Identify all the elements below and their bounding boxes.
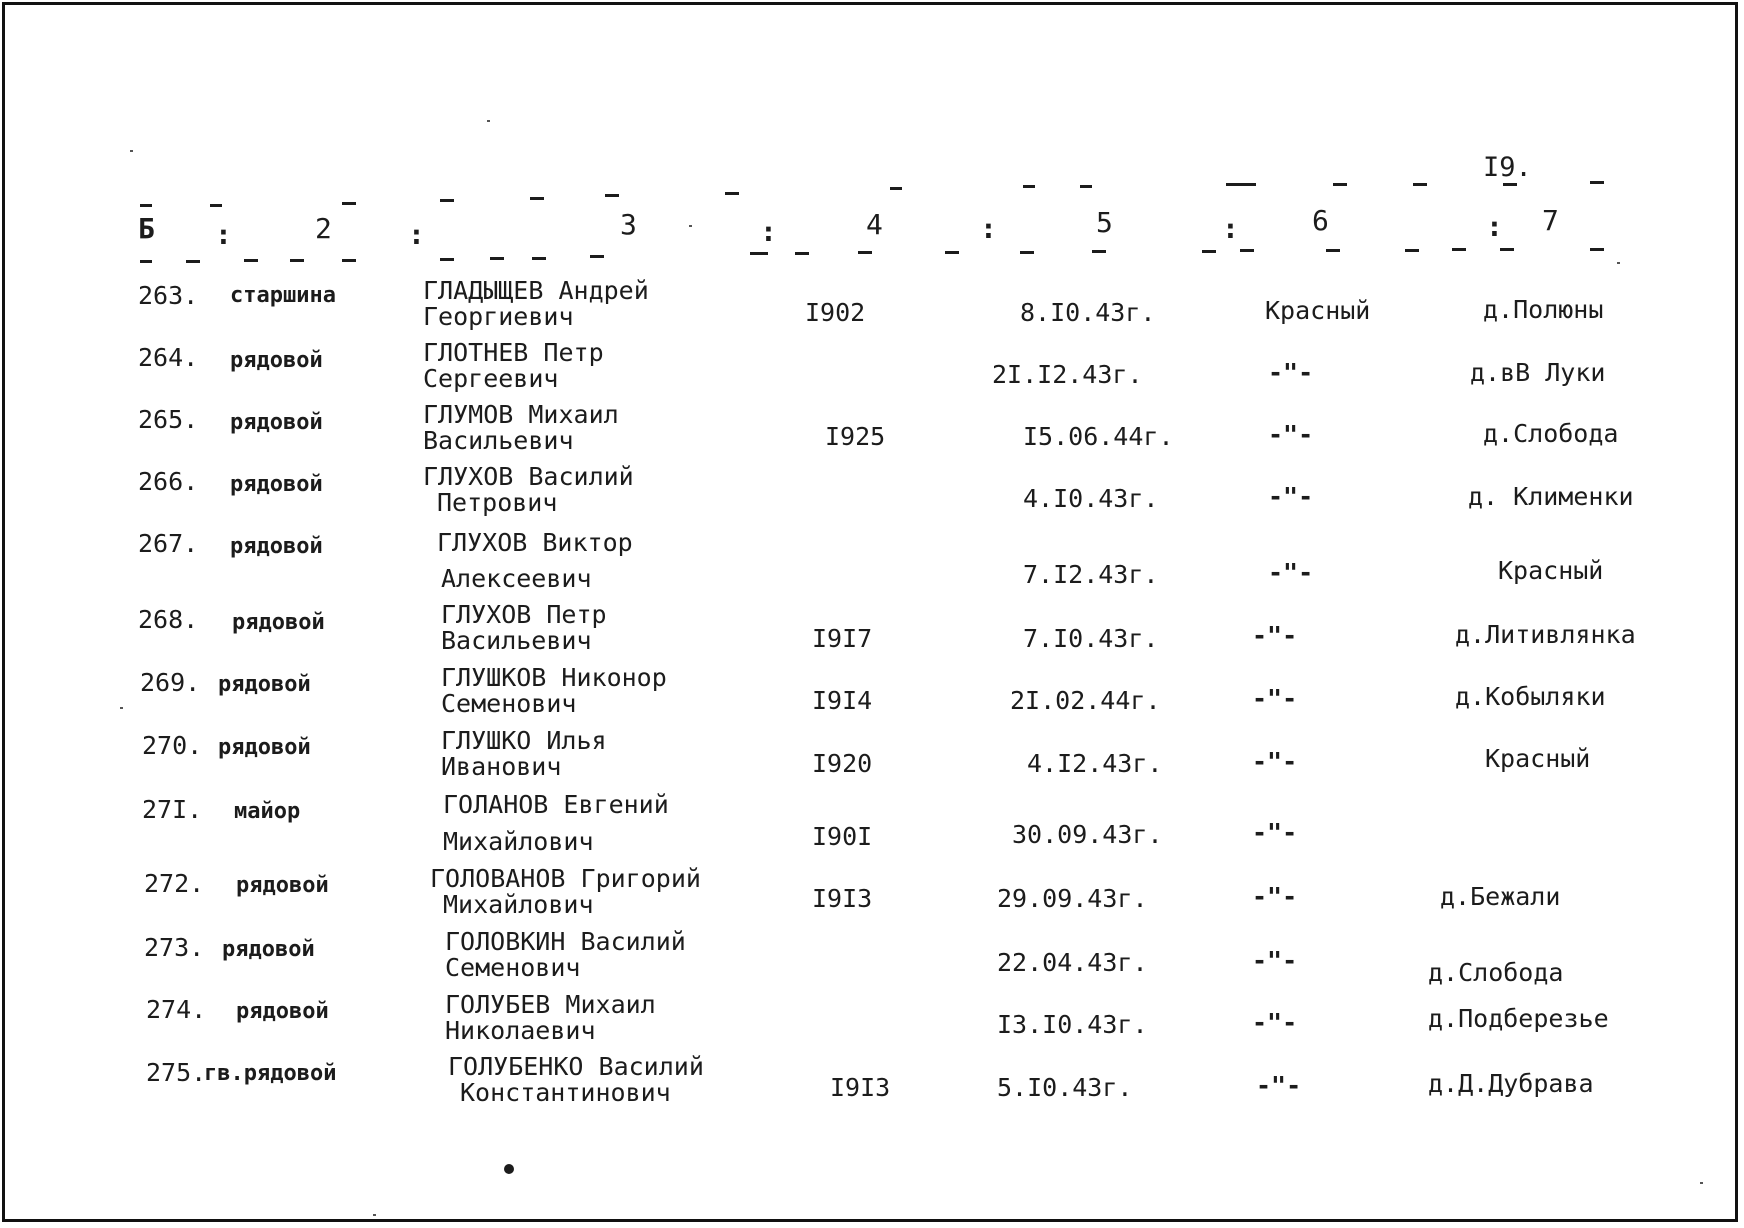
row-col6: -"- [1256, 1071, 1302, 1100]
row-place: д.Кобыляки [1455, 682, 1606, 711]
row-patronymic: Михайлович [443, 890, 594, 919]
row-patronymic: Петрович [437, 488, 558, 517]
header-separator: : [408, 218, 425, 251]
page-number: I9. [1483, 152, 1532, 183]
header-separator: : [1222, 212, 1239, 245]
header-separator: : [760, 215, 777, 248]
row-col6: -"- [1252, 621, 1298, 650]
row-surname: ГЛУШКО Илья [441, 726, 607, 755]
header-separator: : [980, 212, 997, 245]
row-number: 268. [138, 605, 199, 634]
row-surname: ГОЛУБЕНКО Василий [448, 1052, 704, 1081]
row-col6: -"- [1268, 420, 1314, 449]
row-patronymic: Васильевич [441, 626, 592, 655]
row-place: д. Клименки [1468, 482, 1634, 511]
row-date: 7.I2.43г. [1023, 560, 1159, 589]
row-date: 8.I0.43г. [1020, 298, 1156, 327]
row-col6: -"- [1268, 482, 1314, 511]
row-rank: рядовой [232, 610, 325, 635]
row-patronymic: Семенович [445, 953, 581, 982]
row-number: 263. [138, 281, 199, 310]
row-date: 4.I0.43г. [1023, 484, 1159, 513]
row-col6: -"- [1252, 946, 1298, 975]
row-birth-year: I90I [812, 822, 873, 851]
row-birth-year: I9I4 [812, 686, 873, 715]
row-place: д.Литивлянка [1455, 620, 1636, 649]
row-patronymic: Михайлович [443, 827, 594, 856]
row-birth-year: I925 [825, 422, 886, 451]
row-place: д.Бежали [1440, 882, 1561, 911]
row-rank: рядовой [230, 348, 323, 373]
header-col-4: 4 [866, 208, 883, 241]
row-patronymic: Георгиевич [423, 302, 574, 331]
header-separator: : [1486, 210, 1503, 243]
header-col-3: 3 [620, 208, 637, 241]
row-patronymic: Семенович [441, 689, 577, 718]
header-col-5: 5 [1096, 206, 1113, 239]
row-surname: ГОЛУБЕВ Михаил [445, 990, 656, 1019]
row-birth-year: I9I7 [812, 624, 873, 653]
row-surname: ГЛУМОВ Михаил [423, 400, 619, 429]
row-rank: рядовой [236, 873, 329, 898]
row-rank: рядовой [218, 735, 311, 760]
row-number: 275. [146, 1058, 207, 1087]
row-number: 266. [138, 467, 199, 496]
row-date: 4.I2.43г. [1027, 749, 1163, 778]
ink-blot [504, 1164, 514, 1174]
row-rank: гв.рядовой [204, 1061, 337, 1086]
row-date: 2I.I2.43г. [992, 360, 1143, 389]
row-place: д.Полюны [1483, 295, 1604, 324]
row-rank: майор [234, 799, 301, 824]
row-rank: рядовой [236, 999, 329, 1024]
row-rank: рядовой [230, 410, 323, 435]
row-date: I5.06.44г. [1023, 422, 1174, 451]
header-col-6: 6 [1312, 204, 1329, 237]
header-separator: : [215, 218, 232, 251]
header-col-7: 7 [1542, 204, 1559, 237]
row-place: Красный [1485, 744, 1591, 773]
row-patronymic: Николаевич [445, 1016, 596, 1045]
row-number: 269. [140, 668, 201, 697]
row-surname: ГОЛОВАНОВ Григорий [430, 864, 701, 893]
row-number: 265. [138, 405, 199, 434]
row-place: д.Д.Дубрава [1428, 1069, 1594, 1098]
row-number: 273. [144, 933, 205, 962]
row-date: 29.09.43г. [997, 884, 1148, 913]
row-rank: рядовой [230, 472, 323, 497]
row-surname: ГЛУШКОВ Никонор [441, 663, 667, 692]
row-col6: -"- [1268, 358, 1314, 387]
row-col6: -"- [1252, 882, 1298, 911]
row-rank: рядовой [218, 672, 311, 697]
row-birth-year: I920 [812, 749, 873, 778]
row-date: I3.I0.43г. [997, 1010, 1148, 1039]
row-col6: -"- [1252, 1008, 1298, 1037]
row-date: 22.04.43г. [997, 948, 1148, 977]
row-surname: ГЛУХОВ Василий [423, 462, 634, 491]
header-row-mark: Б [138, 212, 155, 245]
row-number: 267. [138, 529, 199, 558]
row-col6: -"- [1252, 684, 1298, 713]
row-number: 272. [144, 869, 205, 898]
row-date: 5.I0.43г. [997, 1073, 1133, 1102]
row-col6: -"- [1252, 747, 1298, 776]
row-surname: ГЛАДЫЩЕВ Андрей [423, 276, 649, 305]
row-surname: ГЛОТНЕВ Петр [423, 338, 604, 367]
row-date: 30.09.43г. [1012, 820, 1163, 849]
row-birth-year: I902 [805, 298, 866, 327]
row-surname: ГОЛАНОВ Евгений [443, 790, 669, 819]
row-birth-year: I9I3 [812, 884, 873, 913]
row-rank: рядовой [230, 534, 323, 559]
row-place: д.вВ Луки [1470, 358, 1606, 387]
row-patronymic: Сергеевич [423, 364, 559, 393]
row-place: д.Слобода [1483, 419, 1619, 448]
row-date: 2I.02.44г. [1010, 686, 1161, 715]
row-surname: ГЛУХОВ Петр [441, 600, 607, 629]
row-number: 274. [146, 995, 207, 1024]
row-patronymic: Иванович [441, 752, 562, 781]
row-place: д.Слобода [1428, 958, 1564, 987]
row-number: 27I. [142, 795, 203, 824]
row-number: 270. [142, 731, 203, 760]
row-rank: старшина [230, 283, 336, 308]
row-col6: -"- [1252, 818, 1298, 847]
row-patronymic: Константинович [460, 1078, 671, 1107]
header-col-2: 2 [315, 212, 332, 245]
row-place: д.Подберезье [1428, 1004, 1609, 1033]
row-number: 264. [138, 343, 199, 372]
row-col6: -"- [1268, 558, 1314, 587]
row-date: 7.I0.43г. [1023, 624, 1159, 653]
row-patronymic: Алексеевич [441, 564, 592, 593]
row-patronymic: Васильевич [423, 426, 574, 455]
row-rank: рядовой [222, 937, 315, 962]
row-place: Красный [1498, 556, 1604, 585]
row-surname: ГОЛОВКИН Василий [445, 927, 686, 956]
row-birth-year: I9I3 [830, 1073, 891, 1102]
row-col6: Красный [1265, 296, 1371, 325]
row-surname: ГЛУХОВ Виктор [437, 528, 633, 557]
